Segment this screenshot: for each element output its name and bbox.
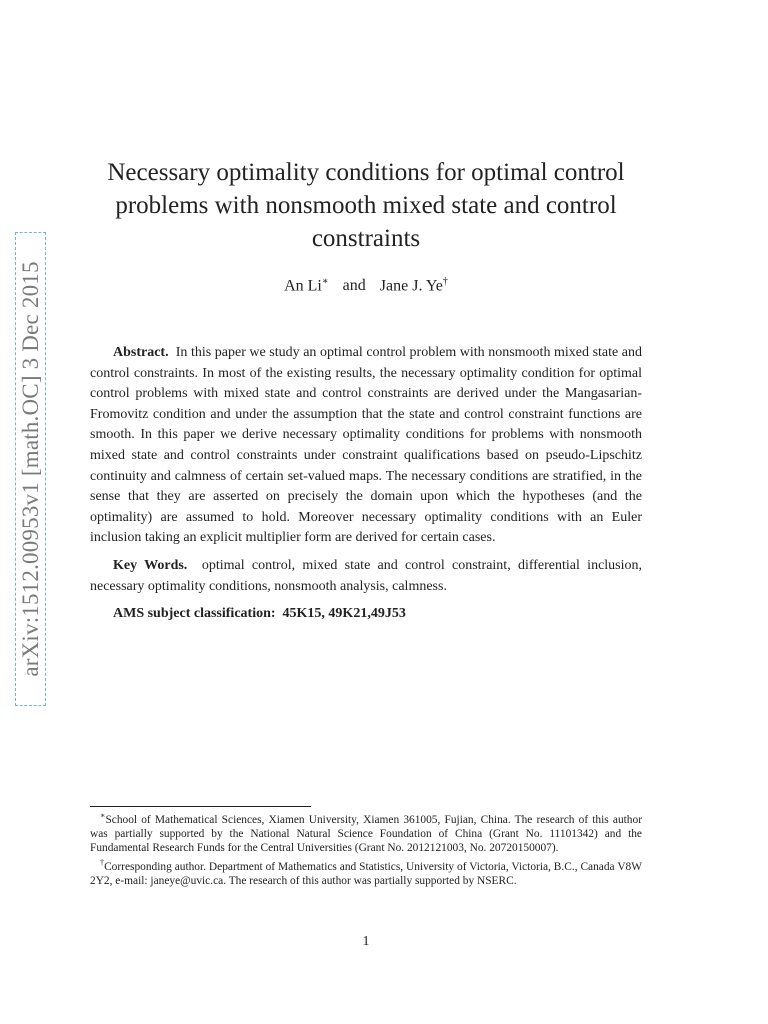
footnote-1-text: School of Mathematical Sciences, Xiamen University, Xiamen 361005, Fujian, China. The research of this author was partially supported by the National Natural Science Foundation of China (Grant No. 11101342) and the Fundamental Research Funds for the Central Universities (Grant No. 2012121003, No. 20720150007). [90,813,642,855]
footnote-divider [90,806,311,807]
author-conjunction: and [342,277,366,295]
ams-codes: 45K15, 49K21,49J53 [282,606,406,622]
paper-title: Necessary optimality conditions for optimal control problems with nonsmooth mixed state and control constraints [107,159,625,252]
keywords-label: Key Words. [113,557,188,573]
author-line [88,276,644,295]
ams-label: AMS subject classification: [113,606,276,622]
abstract-label: Abstract. [113,345,169,360]
author-1-footnote-mark: ∗ [321,276,329,287]
abstract-section [90,343,642,632]
keywords-text: optimal control, mixed state and control constraint, differential inclusion, necessary optimality conditions, nonsmooth analysis, calmness. [90,557,643,594]
footnote-1 [90,809,642,855]
author-1: An Li [284,277,322,295]
page-number: 1 [362,934,370,949]
author-2-footnote-mark: † [442,276,448,287]
keywords-paragraph [90,556,642,597]
footnote-2-text: Corresponding author. Department of Mathematics and Statistics, University of Victoria, Victoria, B.C., Canada V8W 2Y2, e-mail: janeye@uvic.ca. The research of this author was partially supported by NSERC. [90,861,642,888]
ams-classification [90,604,642,625]
footnote-2-mark: † [100,858,105,868]
abstract-text: In this paper we study an optimal control problem with nonsmooth mixed state and control constraints. In most of the existing results, the necessary optimality condition for optimal control problems with mixed state and control constraints are derived under the Mangasarian-Fromovitz condition and under the assumption that the state and control constraint functions are smooth. In this paper we derive necessary optimality conditions for problems with nonsmooth mixed state and control constraints under constraint qualifications based on pseudo-Lipschitz continuity and calmness of certain set-valued maps. The necessary conditions are stratified, in the sense that they are asserted on precisely the domain upon which the hypotheses (and the optimality) are assumed to hold. Moreover necessary optimality conditions with an Euler inclusion taking an explicit multiplier form are derived for certain cases. [90,345,643,546]
arxiv-stamp-text: arXiv:1512.00953v1 [math.OC] 3 Dec 2015 [17,261,43,677]
abstract-paragraph [90,343,642,549]
author-2: Jane J. Ye [379,277,443,295]
footnotes [90,809,642,890]
arxiv-stamp [15,232,46,706]
footnote-1-mark: ∗ [100,811,106,820]
footnote-2 [90,856,642,888]
